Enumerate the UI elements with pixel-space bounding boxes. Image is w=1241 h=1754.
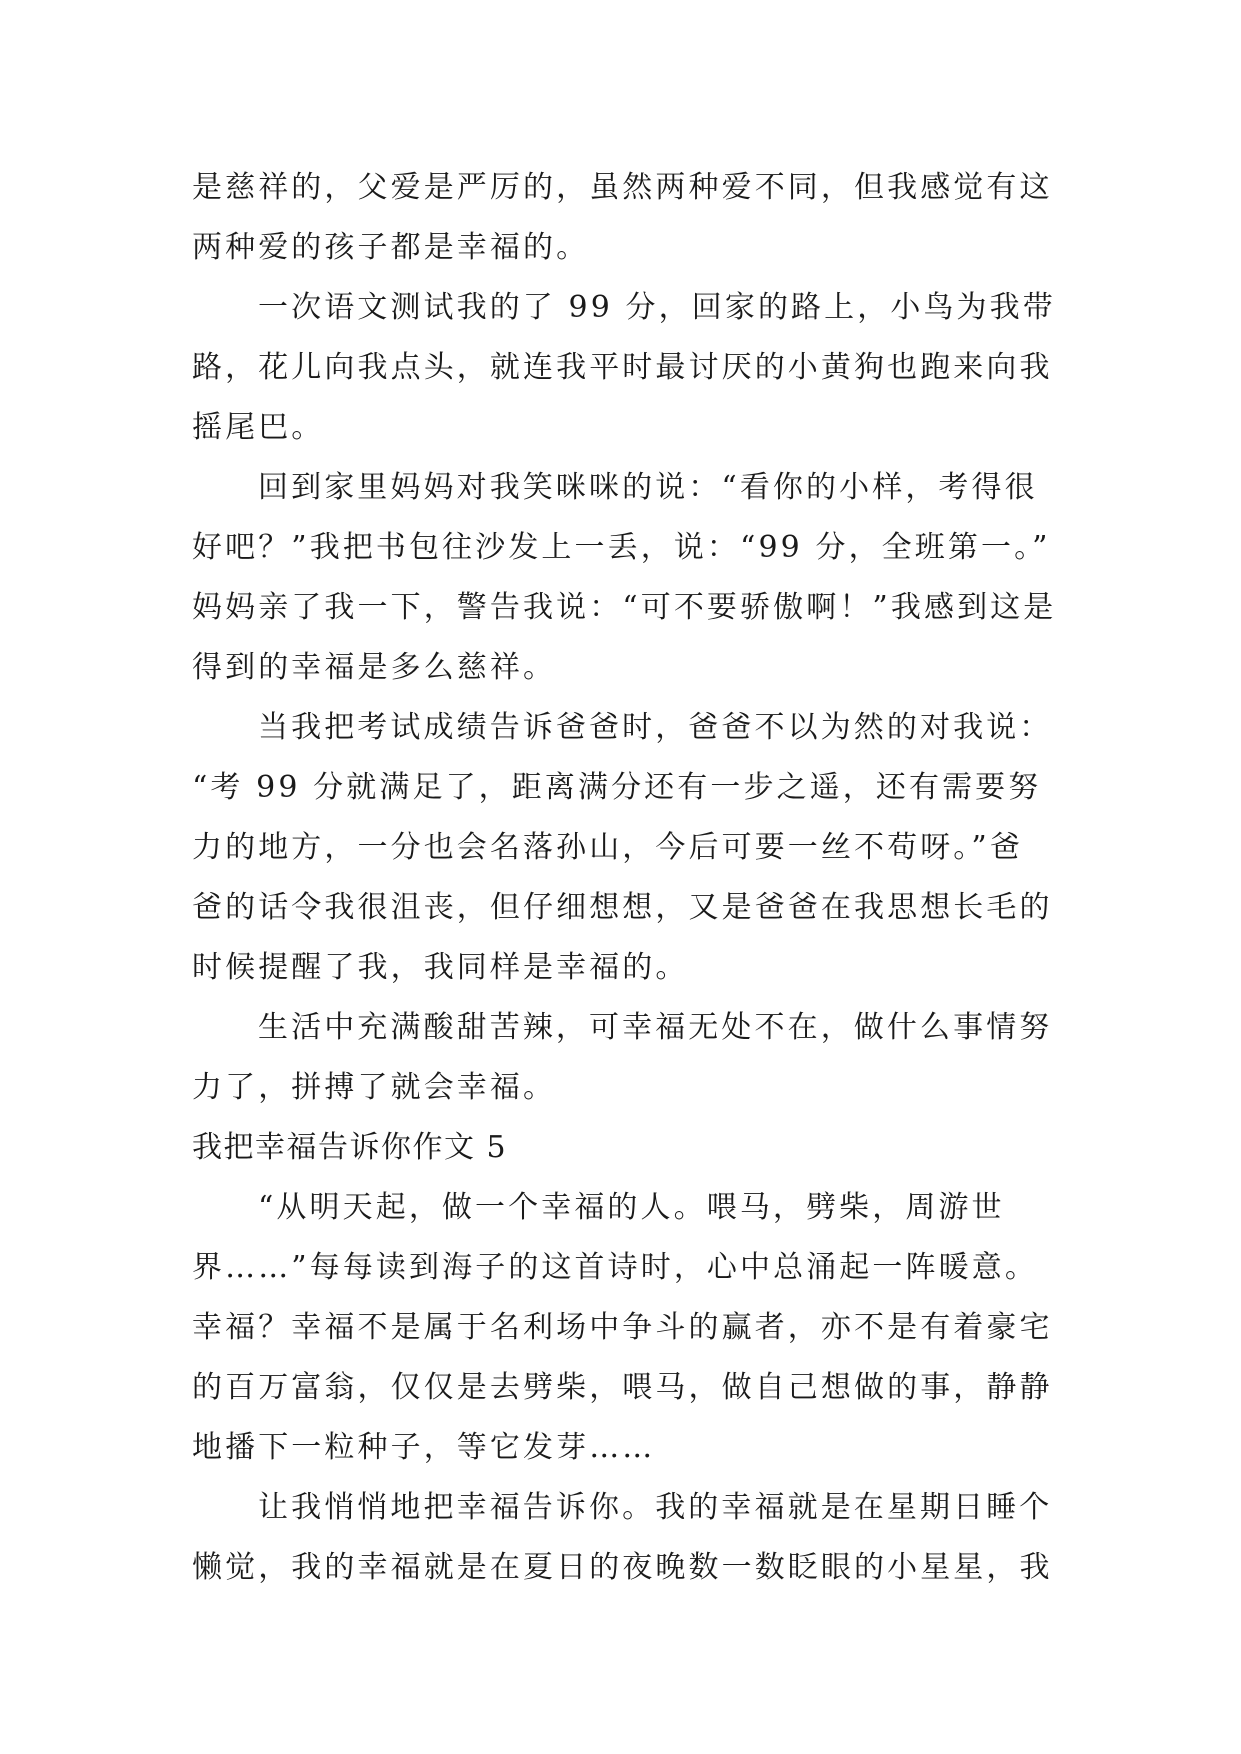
text-line: 摇尾巴。: [192, 410, 325, 445]
text-line: 两种爱的孩子都是幸福的。: [192, 230, 590, 265]
text-line: 幸福？幸福不是属于名利场中争斗的赢者，亦不是有着豪宅: [192, 1310, 1053, 1345]
paragraph-start-line: 回到家里妈妈对我笑咪咪的说：“看你的小样，考得很: [258, 470, 1038, 505]
text-line: “考 99 分就满足了，距离满分还有一步之遥，还有需要努: [192, 770, 1042, 805]
text-line: 好吧？”我把书包往沙发上一丢，说：“99 分，全班第一。”: [192, 530, 1051, 565]
section-heading: 我把幸福告诉你作文 5: [192, 1130, 508, 1165]
text-line: 的百万富翁，仅仅是去劈柴，喂马，做自己想做的事，静静: [192, 1370, 1053, 1405]
document-page: [192, 158, 1057, 1598]
paragraph-start-line: 当我把考试成绩告诉爸爸时，爸爸不以为然的对我说：: [258, 710, 1053, 745]
text-line: 妈妈亲了我一下，警告我说：“可不要骄傲啊！”我感到这是: [192, 590, 1057, 625]
text-line: 力了，拼搏了就会幸福。: [192, 1070, 557, 1105]
paragraph-start-line: 一次语文测试我的了 99 分，回家的路上，小鸟为我带: [258, 290, 1056, 325]
paragraph-start-line: “从明天起，做一个幸福的人。喂马，劈柴，周游世: [258, 1190, 1005, 1225]
text-line: 界……”每每读到海子的这首诗时，心中总涌起一阵暖意。: [192, 1250, 1038, 1285]
text-line: 是慈祥的，父爱是严厉的，虽然两种爱不同，但我感觉有这: [192, 170, 1053, 205]
text-line: 路，花儿向我点头，就连我平时最讨厌的小黄狗也跑来向我: [192, 350, 1053, 385]
paragraph-start-line: 生活中充满酸甜苦辣，可幸福无处不在，做什么事情努: [258, 1010, 1053, 1045]
text-line: 得到的幸福是多么慈祥。: [192, 650, 557, 685]
text-line: 时候提醒了我，我同样是幸福的。: [192, 950, 689, 985]
text-line: 爸的话令我很沮丧，但仔细想想，又是爸爸在我思想长毛的: [192, 890, 1053, 925]
text-line: 力的地方，一分也会名落孙山，今后可要一丝不苟呀。”爸: [192, 830, 1023, 865]
text-line: 地播下一粒种子，等它发芽……: [192, 1430, 656, 1465]
text-line: 懒觉，我的幸福就是在夏日的夜晚数一数眨眼的小星星，我: [192, 1550, 1053, 1585]
paragraph-start-line: 让我悄悄地把幸福告诉你。我的幸福就是在星期日睡个: [258, 1490, 1053, 1525]
